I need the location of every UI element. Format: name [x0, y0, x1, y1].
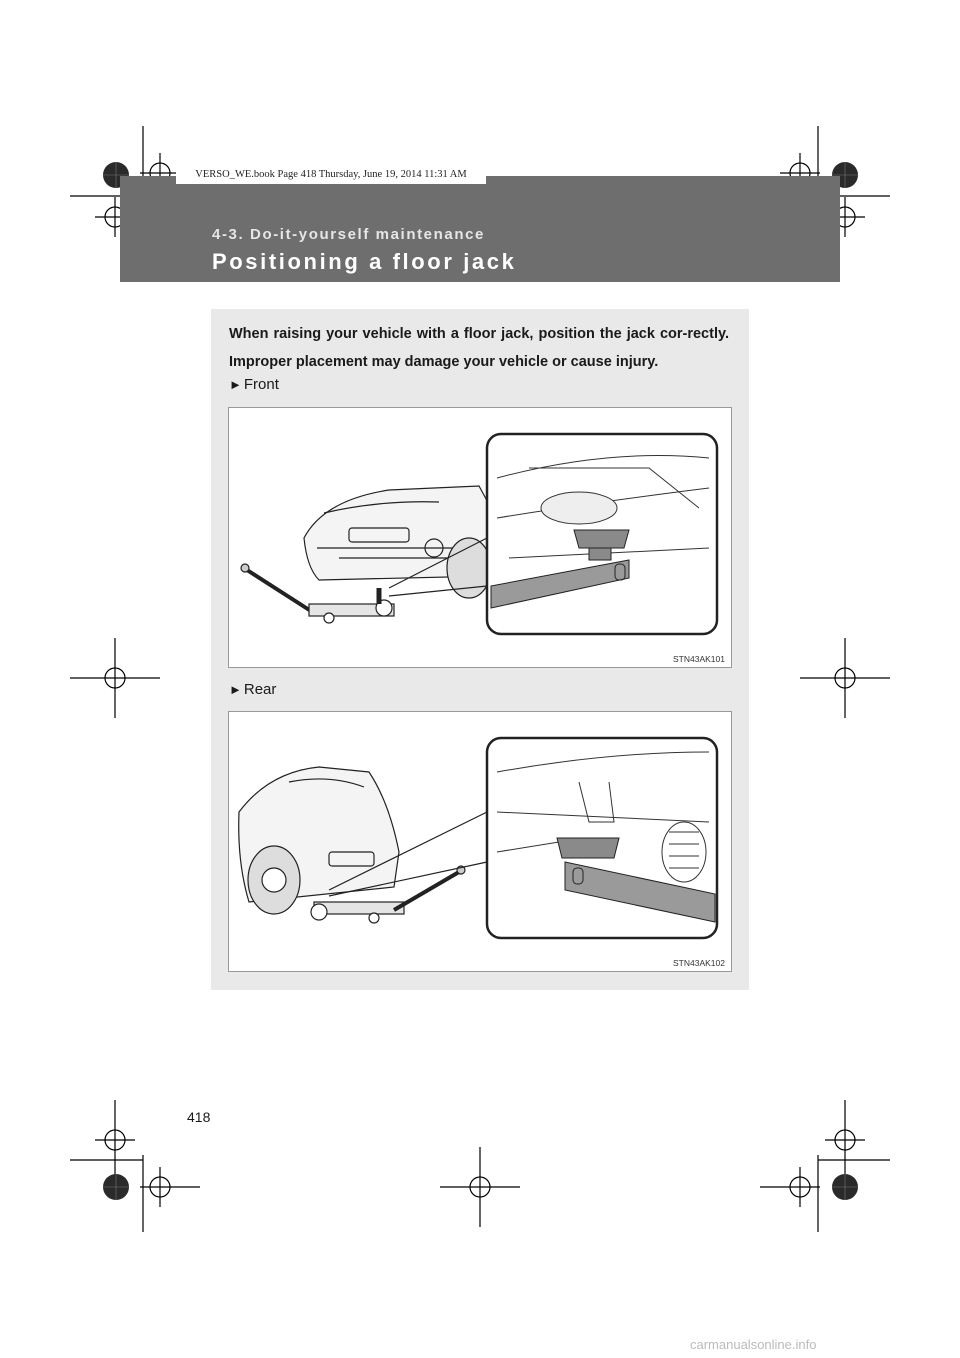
- front-jack-drawing: [229, 408, 731, 667]
- triangle-arrow-icon: ►: [229, 682, 242, 697]
- rear-figure-code: STN43AK102: [673, 958, 725, 968]
- intro-paragraph: When raising your vehicle with a floor jack, position the jack cor-rectly. Improper placement may damage your vehicle or cause injury.: [229, 326, 729, 370]
- book-stamp: VERSO_WE.book Page 418 Thursday, June 19, 2014 11:31 AM: [176, 166, 486, 184]
- rear-jack-drawing: [229, 712, 731, 971]
- rear-heading: [229, 681, 276, 698]
- rear-label: Rear: [243, 681, 277, 698]
- rear-jack-illustration: [228, 711, 732, 972]
- front-label: Front: [243, 376, 279, 393]
- watermark: carmanualsonline.info: [690, 1337, 817, 1352]
- triangle-arrow-icon: ►: [229, 377, 242, 392]
- front-jack-illustration: [228, 407, 732, 668]
- section-label: 4-3. Do-it-yourself maintenance: [212, 226, 485, 243]
- page-number: 418: [187, 1109, 211, 1125]
- page-title: Positioning a floor jack: [212, 249, 517, 274]
- front-figure-code: STN43AK101: [673, 654, 725, 664]
- front-heading: [229, 376, 279, 393]
